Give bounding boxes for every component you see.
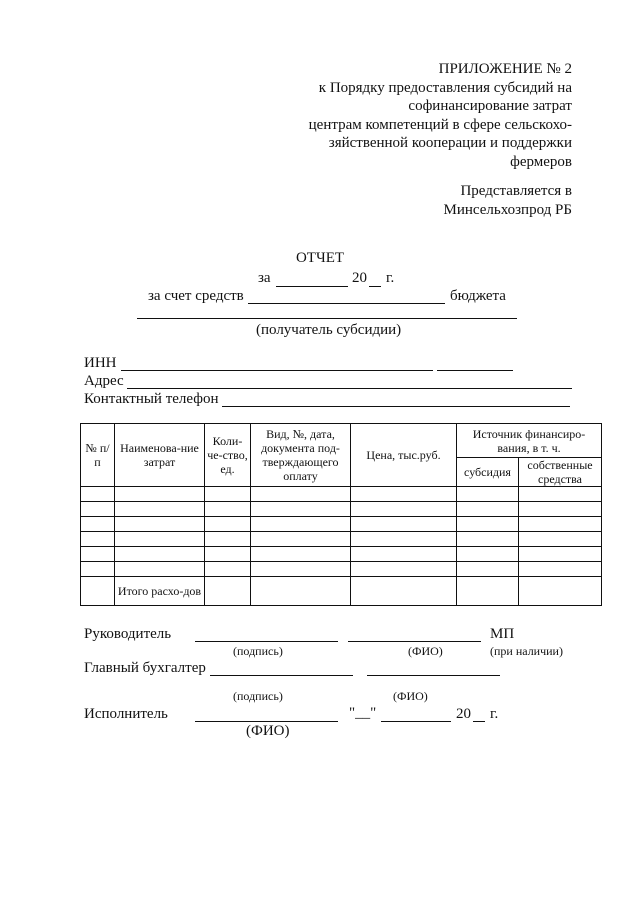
header-subsidy: субсидия [457, 458, 519, 487]
accountant-fio-field[interactable] [367, 675, 500, 676]
budget-suffix: бюджета [450, 288, 506, 304]
budget-blank[interactable] [248, 303, 445, 304]
inn-label: ИНН [84, 355, 117, 371]
header-price: Цена, тыс.руб. [351, 424, 457, 487]
address-label: Адрес [84, 373, 124, 389]
appendix-header [309, 60, 572, 171]
accountant-signature-field[interactable] [210, 675, 353, 676]
table-row [81, 487, 602, 502]
executor-label: Исполнитель [84, 706, 168, 722]
accountant-label: Главный бухгалтер [84, 660, 206, 676]
phone-field[interactable] [222, 406, 570, 407]
date-day: "__" [349, 705, 377, 721]
table-row [81, 532, 602, 547]
header-qty: Коли-че-ство, ед. [205, 424, 251, 487]
expense-table [80, 423, 602, 606]
head-label: Руководитель [84, 626, 172, 642]
accountant-sign-caption: (подпись) [233, 689, 283, 703]
submitted-line: Минсельхозпрод РБ [443, 201, 572, 218]
table-row [81, 517, 602, 532]
appendix-line: софинансирование затрат [408, 98, 572, 114]
year-blank[interactable] [369, 286, 381, 287]
total-row [81, 577, 602, 606]
period-year: 20 [352, 270, 367, 286]
submitted-line: Представляется в [460, 183, 572, 199]
header-num: № п/п [81, 424, 115, 487]
period-suffix: г. [386, 270, 395, 286]
date-year: 20 [456, 706, 471, 722]
inn-field-1[interactable] [121, 370, 433, 371]
submitted-to [443, 182, 572, 219]
header-doc: Вид, №, дата, документа под-тверждающего оплату [251, 424, 351, 487]
executor-fio-caption: (ФИО) [246, 723, 290, 739]
recipient-caption: (получатель субсидии) [256, 322, 402, 338]
period-prefix: за [258, 270, 271, 286]
date-month-field[interactable] [381, 721, 451, 722]
table-row [81, 547, 602, 562]
address-field[interactable] [127, 388, 572, 389]
appendix-line: центрам компетенций в сфере сельскохо- [308, 116, 572, 133]
total-label: Итого расхо-дов [115, 577, 205, 606]
period-blank[interactable] [276, 286, 348, 287]
report-title: ОТЧЕТ [295, 250, 345, 266]
head-fio-caption: (ФИО) [408, 644, 443, 658]
executor-signature-field[interactable] [195, 721, 338, 722]
accountant-fio-caption: (ФИО) [393, 689, 428, 703]
header-name: Наименова-ние затрат [115, 424, 205, 487]
head-sign-caption: (подпись) [233, 644, 283, 658]
appendix-line: фермеров [510, 153, 572, 170]
date-year-blank[interactable] [473, 721, 485, 722]
appendix-line: к Порядку предоставления субсидий на [318, 79, 572, 96]
appendix-title: ПРИЛОЖЕНИЕ № 2 [438, 61, 572, 77]
inn-field-2[interactable] [437, 370, 513, 371]
mp-label: МП [490, 626, 515, 642]
head-fio-field[interactable] [348, 641, 481, 642]
phone-label: Контактный телефон [84, 391, 219, 407]
head-signature-field[interactable] [195, 641, 338, 642]
date-suffix: г. [490, 706, 499, 722]
budget-prefix: за счет средств [148, 288, 244, 304]
table-row [81, 502, 602, 517]
if-any-caption: (при наличии) [490, 644, 563, 658]
header-source: Источник финансиро-вания, в т. ч. [457, 424, 602, 458]
header-own: собственные средства [519, 458, 602, 487]
recipient-blank[interactable] [137, 318, 517, 319]
table-row [81, 562, 602, 577]
appendix-line: зяйственной кооперации и поддержки [328, 135, 572, 151]
